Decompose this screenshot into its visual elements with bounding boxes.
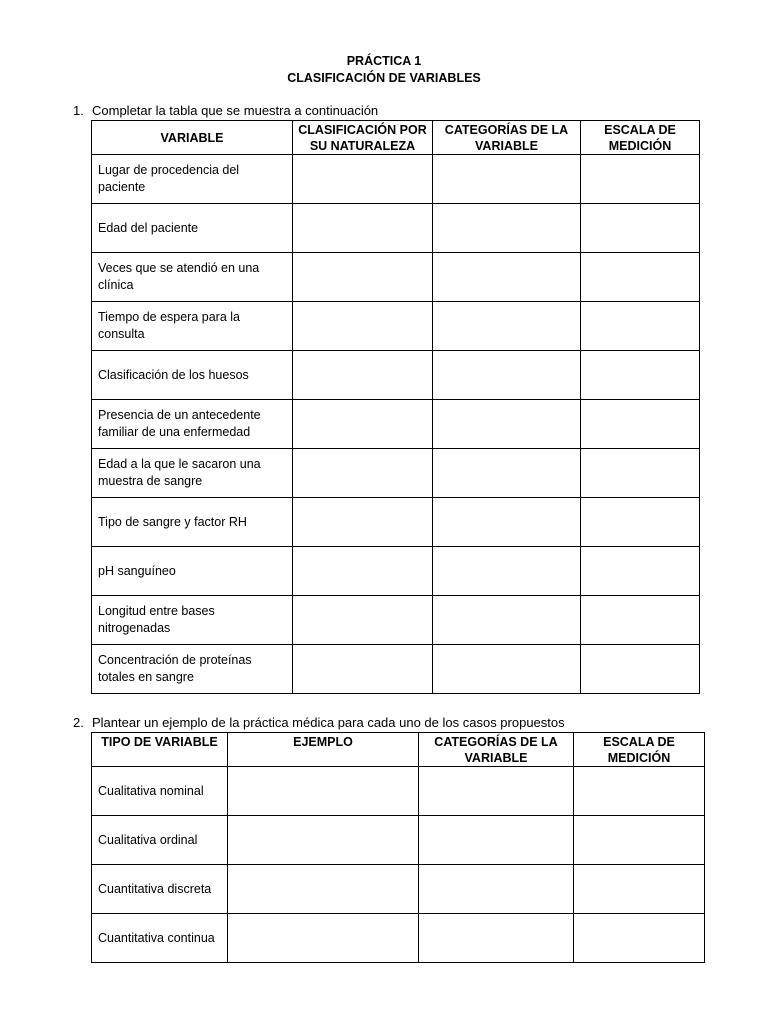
answer-cell[interactable] xyxy=(293,645,433,694)
variable-type-row xyxy=(92,865,705,914)
question-2-number: 2. xyxy=(73,715,84,730)
page-title: PRÁCTICA 1 xyxy=(346,54,422,68)
row-label: Clasificación de los huesos xyxy=(92,351,293,400)
row-label: Cuantitativa continua xyxy=(92,914,228,963)
answer-cell[interactable] xyxy=(433,449,581,498)
header-classification: CLASIFICACIÓN POR SU NATURALEZA xyxy=(293,121,433,155)
header-categories: CATEGORÍAS DE LA VARIABLE xyxy=(419,733,574,767)
header-scale: ESCALA DE MEDICIÓN xyxy=(581,121,700,155)
row-label: pH sanguíneo xyxy=(92,547,293,596)
answer-cell[interactable] xyxy=(433,400,581,449)
answer-cell[interactable] xyxy=(293,498,433,547)
header-categories: CATEGORÍAS DE LA VARIABLE xyxy=(433,121,581,155)
answer-cell[interactable] xyxy=(581,596,700,645)
answer-cell[interactable] xyxy=(293,547,433,596)
answer-cell[interactable] xyxy=(433,498,581,547)
answer-cell[interactable] xyxy=(419,767,574,816)
row-label: Tipo de sangre y factor RH xyxy=(92,498,293,547)
header-example: EJEMPLO xyxy=(228,733,419,767)
variable-row xyxy=(92,547,700,596)
answer-cell[interactable] xyxy=(228,914,419,963)
answer-cell[interactable] xyxy=(433,302,581,351)
variable-row xyxy=(92,351,700,400)
row-label: Concentración de proteínas totales en sangre xyxy=(92,645,293,694)
variable-row xyxy=(92,596,700,645)
row-label: Edad del paciente xyxy=(92,204,293,253)
row-label: Lugar de procedencia del paciente xyxy=(92,155,293,204)
answer-cell[interactable] xyxy=(581,498,700,547)
answer-cell[interactable] xyxy=(433,596,581,645)
answer-cell[interactable] xyxy=(581,155,700,204)
variable-types-table-header xyxy=(92,733,705,767)
answer-cell[interactable] xyxy=(293,351,433,400)
answer-cell[interactable] xyxy=(581,253,700,302)
answer-cell[interactable] xyxy=(433,351,581,400)
answer-cell[interactable] xyxy=(228,865,419,914)
answer-cell[interactable] xyxy=(574,816,705,865)
header-scale: ESCALA DE MEDICIÓN xyxy=(574,733,705,767)
page-subtitle: CLASIFICACIÓN DE VARIABLES xyxy=(287,71,481,85)
variables-table xyxy=(91,120,700,694)
answer-cell[interactable] xyxy=(419,816,574,865)
answer-cell[interactable] xyxy=(581,449,700,498)
variables-table-header xyxy=(92,121,700,155)
answer-cell[interactable] xyxy=(581,204,700,253)
row-label: Veces que se atendió en una clínica xyxy=(92,253,293,302)
answer-cell[interactable] xyxy=(581,645,700,694)
question-2-instruction: Plantear un ejemplo de la práctica médica para cada uno de los casos propuestos xyxy=(92,715,565,730)
variable-row xyxy=(92,400,700,449)
answer-cell[interactable] xyxy=(433,204,581,253)
answer-cell[interactable] xyxy=(433,547,581,596)
row-label: Tiempo de espera para la consulta xyxy=(92,302,293,351)
answer-cell[interactable] xyxy=(574,767,705,816)
question-1-number: 1. xyxy=(73,103,84,118)
answer-cell[interactable] xyxy=(293,596,433,645)
variable-row xyxy=(92,498,700,547)
variable-row xyxy=(92,204,700,253)
variable-row xyxy=(92,253,700,302)
variable-type-row xyxy=(92,816,705,865)
variable-row xyxy=(92,645,700,694)
answer-cell[interactable] xyxy=(433,155,581,204)
answer-cell[interactable] xyxy=(293,204,433,253)
row-label: Cuantitativa discreta xyxy=(92,865,228,914)
row-label: Longitud entre bases nitrogenadas xyxy=(92,596,293,645)
answer-cell[interactable] xyxy=(581,351,700,400)
variable-type-row xyxy=(92,914,705,963)
answer-cell[interactable] xyxy=(574,914,705,963)
answer-cell[interactable] xyxy=(293,155,433,204)
answer-cell[interactable] xyxy=(293,253,433,302)
row-label: Presencia de un antecedente familiar de una enfermedad xyxy=(92,400,293,449)
row-label: Cualitativa ordinal xyxy=(92,816,228,865)
answer-cell[interactable] xyxy=(228,816,419,865)
variable-row xyxy=(92,302,700,351)
header-variable: VARIABLE xyxy=(92,121,293,155)
header-variable-type: TIPO DE VARIABLE xyxy=(92,733,228,767)
variable-types-table xyxy=(91,732,705,963)
answer-cell[interactable] xyxy=(419,914,574,963)
answer-cell[interactable] xyxy=(228,767,419,816)
variable-row xyxy=(92,449,700,498)
answer-cell[interactable] xyxy=(293,400,433,449)
answer-cell[interactable] xyxy=(433,253,581,302)
variable-type-row xyxy=(92,767,705,816)
answer-cell[interactable] xyxy=(293,449,433,498)
row-label: Cualitativa nominal xyxy=(92,767,228,816)
question-1-instruction: Completar la tabla que se muestra a continuación xyxy=(92,103,379,118)
answer-cell[interactable] xyxy=(419,865,574,914)
answer-cell[interactable] xyxy=(293,302,433,351)
answer-cell[interactable] xyxy=(574,865,705,914)
row-label: Edad a la que le sacaron una muestra de sangre xyxy=(92,449,293,498)
variable-row xyxy=(92,155,700,204)
answer-cell[interactable] xyxy=(581,547,700,596)
answer-cell[interactable] xyxy=(433,645,581,694)
answer-cell[interactable] xyxy=(581,400,700,449)
answer-cell[interactable] xyxy=(581,302,700,351)
